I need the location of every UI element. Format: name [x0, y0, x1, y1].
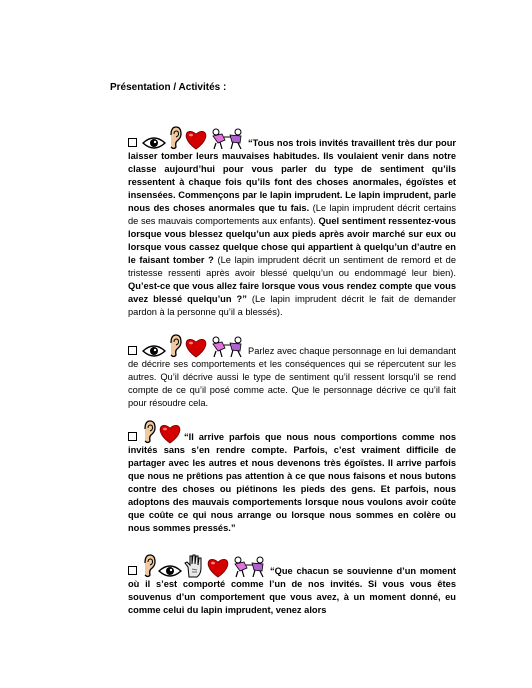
body-text: (Le lapin imprudent décrit un sentiment de remord et de tristesse ressenti après avoir blessé quelqu’un ou endommagé leur bien).: [128, 255, 457, 278]
bold-text: Qu’est-ce que vous allez faire lorsque vous vous rendez compte que vous avez blessé quelqu’un ?”: [128, 281, 456, 304]
ear-icon: [168, 334, 182, 358]
checkbox-bullet: [128, 432, 137, 441]
people-icon: [232, 556, 268, 578]
eye-icon: [142, 136, 166, 150]
ear-icon: [142, 554, 156, 578]
people-icon: [210, 128, 246, 150]
paragraph: [128, 334, 456, 410]
heart-icon: [206, 556, 230, 578]
paragraph: [128, 420, 456, 535]
eye-icon: [158, 564, 182, 578]
checkbox-bullet: [128, 138, 137, 147]
heart-icon: [184, 336, 208, 358]
activity-block-1: [128, 126, 456, 319]
body-text: (Le lapin imprudent décrit certains de ses mauvais comportements aux enfants).: [128, 203, 457, 226]
checkbox-bullet: [128, 346, 137, 355]
activity-block-4: [128, 554, 456, 617]
hand-icon: [184, 554, 204, 578]
body-text: (Le lapin imprudent décrit le fait de demander pardon à la personne qu’il a blessés).: [128, 294, 456, 317]
bold-text: “Tous nos trois invités travaillent très dur pour laisser tomber leurs mauvaises habitudes. Ils voulaient venir dans notre classe aujourd’hui pour vous parler du type de sentiment qu’ils ressentent à chaque fois qu’ils font des choses anormales, égoïstes et insensées. Commençons par le lapin imprudent. Le lapin imprudent, parle nous des choses anormales que tu fais.: [128, 138, 456, 213]
ear-icon: [168, 126, 182, 150]
heart-icon: [158, 422, 182, 444]
bold-text: “Il arrive parfois que nous nous comportions comme nos invités sans s’en rendre compte. Parfois, c’est vraiment difficile de partager avec les autres et nous devenons très égoïstes. Il arrive parfois que nous ne prêtions pas attention à ce que nous faisons et nous butons contre des choses ou piétinons les pieds des gens. Et parfois, nous adoptons des mauvais comportements lorsque nous voulons avoir coûte que coûte ce qui nous arrange ou lorsque nous sommes en colère ou nous sommes pressés.”: [128, 432, 456, 533]
activity-block-3: [128, 420, 456, 535]
page-heading: Présentation / Activités :: [110, 82, 227, 93]
paragraph: [128, 554, 456, 617]
paragraph: [128, 126, 456, 319]
activity-block-2: [128, 334, 456, 410]
body-text: Parlez avec chaque personnage en lui demandant de décrire ses comportements et les conséquences qui se répercutent sur les autres. Qu’il décrive aussi le type de sentiment qu’il ressent lorsqu’il se rend compte de ce qu’il posé comme acte. Que le personnage décrive ce qu’il fait pour résoudre cela.: [128, 346, 456, 408]
bold-text: Quel sentiment ressentez-vous lorsque vous blessez quelqu’un aux pieds après avoir marché sur eux ou lorsque vous cassez quelque chose qui appartient à quelqu’un d’autre en le faisant tomber ?: [128, 216, 456, 265]
heart-icon: [184, 128, 208, 150]
people-icon: [210, 336, 246, 358]
checkbox-bullet: [128, 566, 137, 575]
bold-text: “Que chacun se souvienne d’un moment où il s’est comporté comme l’un de nos invités. Si vous vous êtes souvenus d’un comportement que vous avez, à un moment donné, eu comme celui du lapin imprudent, venez alors: [128, 566, 456, 615]
eye-icon: [142, 344, 166, 358]
ear-icon: [142, 420, 156, 444]
